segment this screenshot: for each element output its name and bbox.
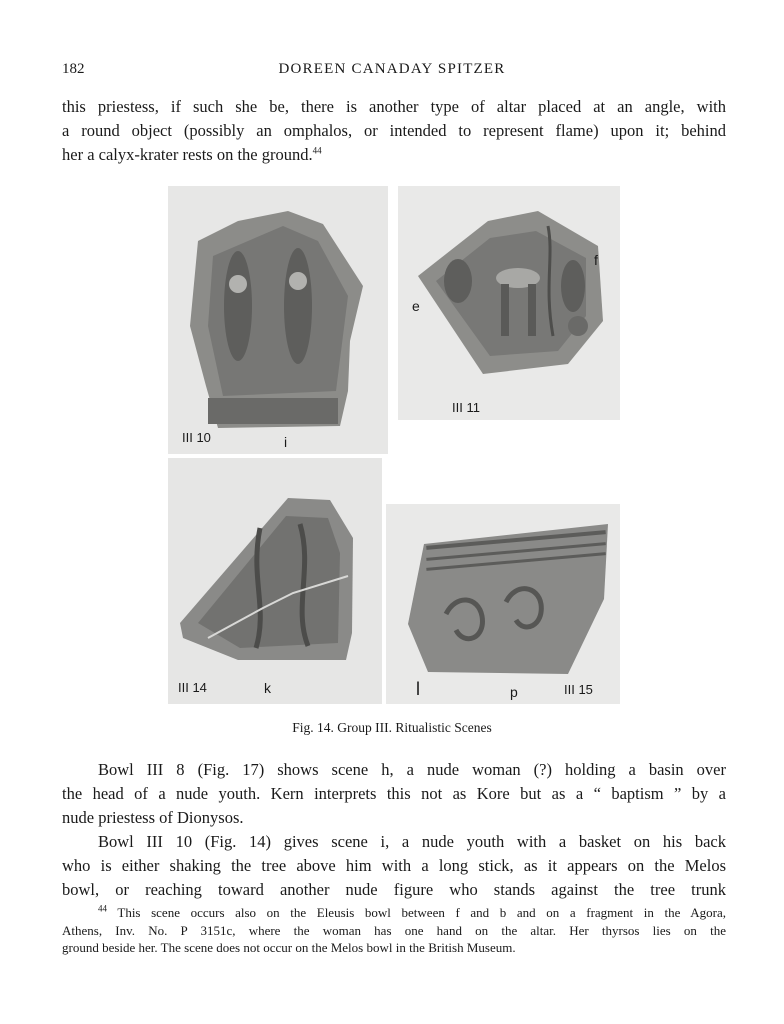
- plate-label: III 14: [178, 680, 207, 695]
- scene-letter: e: [412, 298, 420, 314]
- footnote-ref: 44: [312, 145, 322, 156]
- text-line: [62, 904, 726, 922]
- figure-14: [168, 186, 620, 704]
- footnote-text: [62, 904, 726, 957]
- page-number: 182: [62, 61, 85, 77]
- text-line-content: her a calyx-krater rests on the ground.: [62, 145, 313, 164]
- text-line-content: This scene occurs also on the Eleusis bowl between f and b and on a fragment in the Agora,: [117, 905, 726, 920]
- plate-label: III 11: [452, 400, 480, 415]
- scene-letter: l: [416, 679, 420, 699]
- scene-letter: p: [510, 684, 518, 700]
- scene-letter: i: [284, 434, 288, 450]
- footnote: [62, 904, 726, 957]
- text-line: the head of a nude youth. Kern interprets this not as Kore but as a “ baptism ” by a: [62, 784, 726, 803]
- sherd-image: [398, 186, 620, 420]
- paragraph: [62, 758, 726, 830]
- text-line: [62, 143, 726, 167]
- sherd-image: [386, 504, 620, 704]
- text-line: who is either shaking the tree above him with a long stick, as it appears on the Melos: [62, 856, 726, 875]
- sherd-image: [168, 458, 382, 704]
- body-text: [62, 758, 726, 902]
- plate-label: III 15: [564, 682, 593, 697]
- scene-letter: k: [264, 680, 271, 696]
- text-line: this priestess, if such she be, there is another type of altar placed at an angle, with: [62, 97, 726, 116]
- photo-plate-iii-15: [386, 504, 620, 704]
- text-line: nude priestess of Dionysos.: [62, 808, 244, 827]
- photo-plate-iii-14: [168, 458, 382, 704]
- figure-caption: Fig. 14. Group III. Ritualistic Scenes: [292, 720, 492, 735]
- text-line: Athens, Inv. No. P 3151c, where the woman has one hand on the altar. Her thyrsos lies on the: [62, 922, 726, 938]
- text-line: a round object (possibly an omphalos, or intended to represent flame) upon it; behind: [62, 121, 726, 140]
- scene-letter: f: [594, 252, 598, 268]
- sherd-image: [168, 186, 388, 454]
- text-line: bowl, or reaching toward another nude figure who stands against the tree trunk: [62, 880, 726, 899]
- photo-plate-iii-11: [398, 186, 620, 420]
- paragraph: [62, 830, 726, 902]
- text-line: Bowl III 10 (Fig. 14) gives scene i, a nude youth with a basket on his back: [98, 832, 726, 851]
- top-paragraph: [62, 95, 726, 167]
- plate-label: III 10: [182, 430, 211, 445]
- text-line: ground beside her. The scene does not occur on the Melos bowl in the British Museum.: [62, 940, 516, 955]
- photo-plate-iii-10: [168, 186, 388, 454]
- footnote-number: 44: [98, 903, 107, 914]
- running-head: DOREEN CANADAY SPITZER: [278, 61, 506, 77]
- text-line: Bowl III 8 (Fig. 17) shows scene h, a nude woman (?) holding a basin over: [98, 760, 726, 779]
